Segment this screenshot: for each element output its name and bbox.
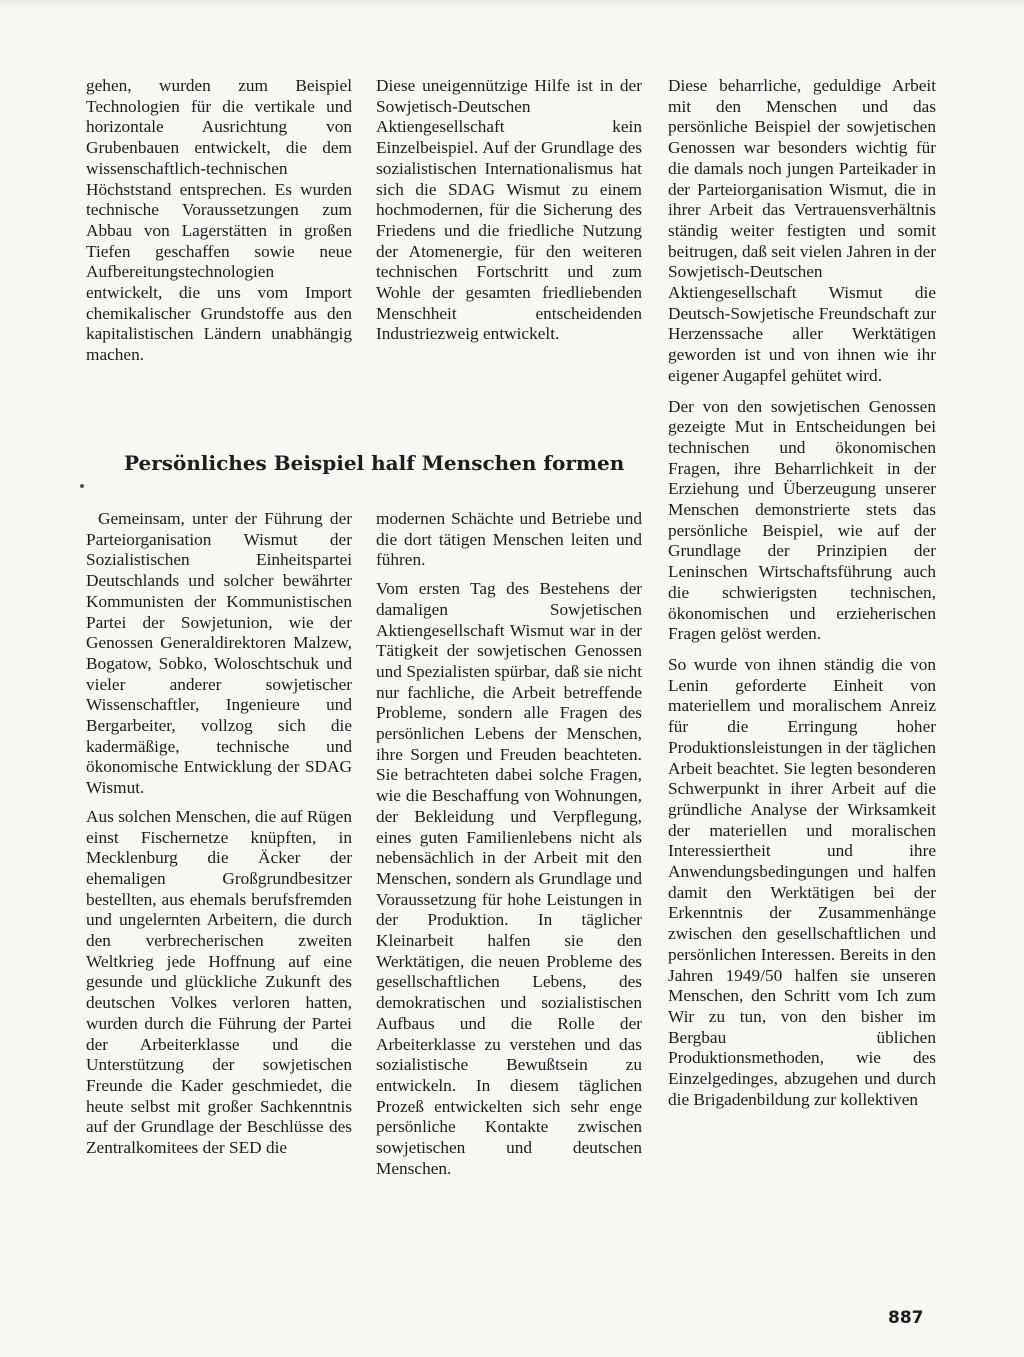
paragraph: Der von den sowjetischen Genossen gezeigte Mut in Entscheidungen bei technischen und ökonomischen Fragen, ihre Beharrlichkeit in der Erziehung und Überzeugung unserer Menschen demonstrierte stets das persönliche Beispiel, wie auf der Grundlage der Prinzipien der Leninschen Wirtschaftsführung auch die schwierigsten technischen, ökonomischen und erzieherischen Fragen gelöst werden.: [668, 396, 936, 644]
paragraph: So wurde von ihnen ständig die von Lenin geforderte Einheit von materiellem und moralischem Anreiz für die Erringung hoher Produktionsleistungen in der täglichen Arbeit beachtet. Sie legten besonderen Schwerpunkt in ihrer Arbeit auf die gründliche Analyse der Wirksamkeit der materiellen und moralischen Interessiertheit und ihre Anwendungsbedingungen und halfen damit den Werktätigen bei der Erkenntnis der Zusammenhänge zwischen den gesellschaftlichen und persönlichen Interessen. Bereits in den Jahren 1949/50 halfen sie unseren Menschen, den Schritt vom Ich zum Wir zu tun, von den bisher im Bergbau üblichen Produktionsmethoden, wie des Einzelgedinges, abzugehen und durch die Brigadenbildung zur kollektiven: [668, 654, 936, 1109]
paragraph: Diese uneigennützige Hilfe ist in der Sowjetisch-Deutschen Aktiengesellschaft kein Einzelbeispiel. Auf der Grundlage des sozialistischen Internationalismus hat sich die SDAG Wismut zu einem hochmodernen, für die Sicherung des Friedens und die friedliche Nutzung der Atomenergie, für den weiteren technischen Fortschritt und zum Wohle der gesamten friedliebenden Menschheit entscheidenden Industriezweig entwickelt.: [376, 76, 642, 344]
paragraph: gehen, wurden zum Beispiel Technologien für die vertikale und horizontale Ausrichtung von Grubenbauen entwickelt, die dem wissenschaftlich-technischen Höchststand entsprechen. Es wurden technische Voraussetzungen zum Abbau von Lagerstätten in großen Tiefen geschaffen sowie neue Aufbereitungstechnologien entwickelt, die uns vom Import chemikalischer Grundstoffe aus den kapitalistischen Ländern unabhängig machen.: [86, 76, 352, 365]
bottom-column-2: [376, 509, 642, 1188]
paragraph: modernen Schächte und Betriebe und die dort tätigen Menschen leiten und führen.: [376, 509, 642, 570]
right-column: [668, 76, 936, 1118]
top-column-2: [376, 76, 642, 353]
paragraph: Diese beharrliche, geduldige Arbeit mit den Menschen und das persönliche Beispiel der sowjetischen Genossen war besonders wichtig für die damals noch jungen Parteikader in der Parteiorganisation Wismut, die in ihrer Arbeit das Vertrauensverhältnis ständig weiter festigten und somit beitrugen, daß seit vielen Jahren in der Sowjetisch-Deutschen Aktiengesellschaft Wismut die Deutsch-Sowjetische Freundschaft zur Herzenssache aller Werktätigen geworden ist und von ihnen wie ihr eigener Augapfel gehütet wird.: [668, 76, 936, 385]
page-number: 887: [888, 1308, 924, 1328]
section-heading: Persönliches Beispiel half Menschen formen: [124, 451, 625, 475]
paragraph: Aus solchen Menschen, die auf Rügen einst Fischernetze knüpften, in Mecklenburg die Äcker der ehemaligen Großgrundbesitzer bestellten, aus ehemals berufsfremden und ungelernten Arbeitern, die durch den verbrecherischen zweiten Weltkrieg jede Hoffnung auf eine gesunde und glückliche Zukunft des deutschen Volkes verloren hatten, wurden durch die Führung der Partei der Arbeiterklasse und die Unterstützung der sowjetischen Freunde die Kader geschmiedet, die heute selbst mit großer Sachkenntnis auf der Grundlage der Beschlüsse des Zentralkomitees der SED die: [86, 806, 352, 1158]
paragraph: Gemeinsam, unter der Führung der Parteiorganisation Wismut der Sozialistischen Einheitspartei Deutschlands und solcher bewährter Kommunisten der Kommunistischen Partei der Sowjetunion, wie der Genossen Generaldirektoren Malzew, Bogatow, Sobko, Woloschtschuk und vieler anderer sowjetischer Wissenschaftler, Ingenieure und Bergarbeiter, vollzog sich die kadermäßige, technische und ökonomische Entwicklung der SDAG Wismut.: [86, 509, 352, 798]
scan-edge: [0, 0, 1024, 8]
bottom-column-1: [86, 509, 352, 1167]
top-column-1: [86, 76, 352, 374]
scan-speck: [80, 484, 84, 488]
paragraph: Vom ersten Tag des Bestehens der damaligen Sowjetischen Aktiengesellschaft Wismut war in der Tätigkeit der sowjetischen Genossen und Spezialisten spürbar, daß sie nicht nur fachliche, die Arbeit betreffende Probleme, sondern alle Fragen des persönlichen Lebens der Menschen, ihre Sorgen und Freuden beachteten. Sie betrachteten dabei solche Fragen, wie die Beschaffung von Wohnungen, der Bekleidung und Verpflegung, eines guten Familienlebens nicht als nebensächlich in der Arbeit mit den Menschen, sondern als Grundlage und Voraussetzung für hohe Leistungen in der Produktion. In täglicher Kleinarbeit halfen sie den Werktätigen, die neuen Probleme des gesellschaftlichen Lebens, des demokratischen und sozialistischen Aufbaus und die Rolle der Arbeiterklasse zu verstehen und das sozialistische Bewußtsein zu entwickeln. In diesem täglichen Prozeß entwickelten sich sehr enge persönliche Kontakte zwischen sowjetischen und deutschen Menschen.: [376, 579, 642, 1178]
